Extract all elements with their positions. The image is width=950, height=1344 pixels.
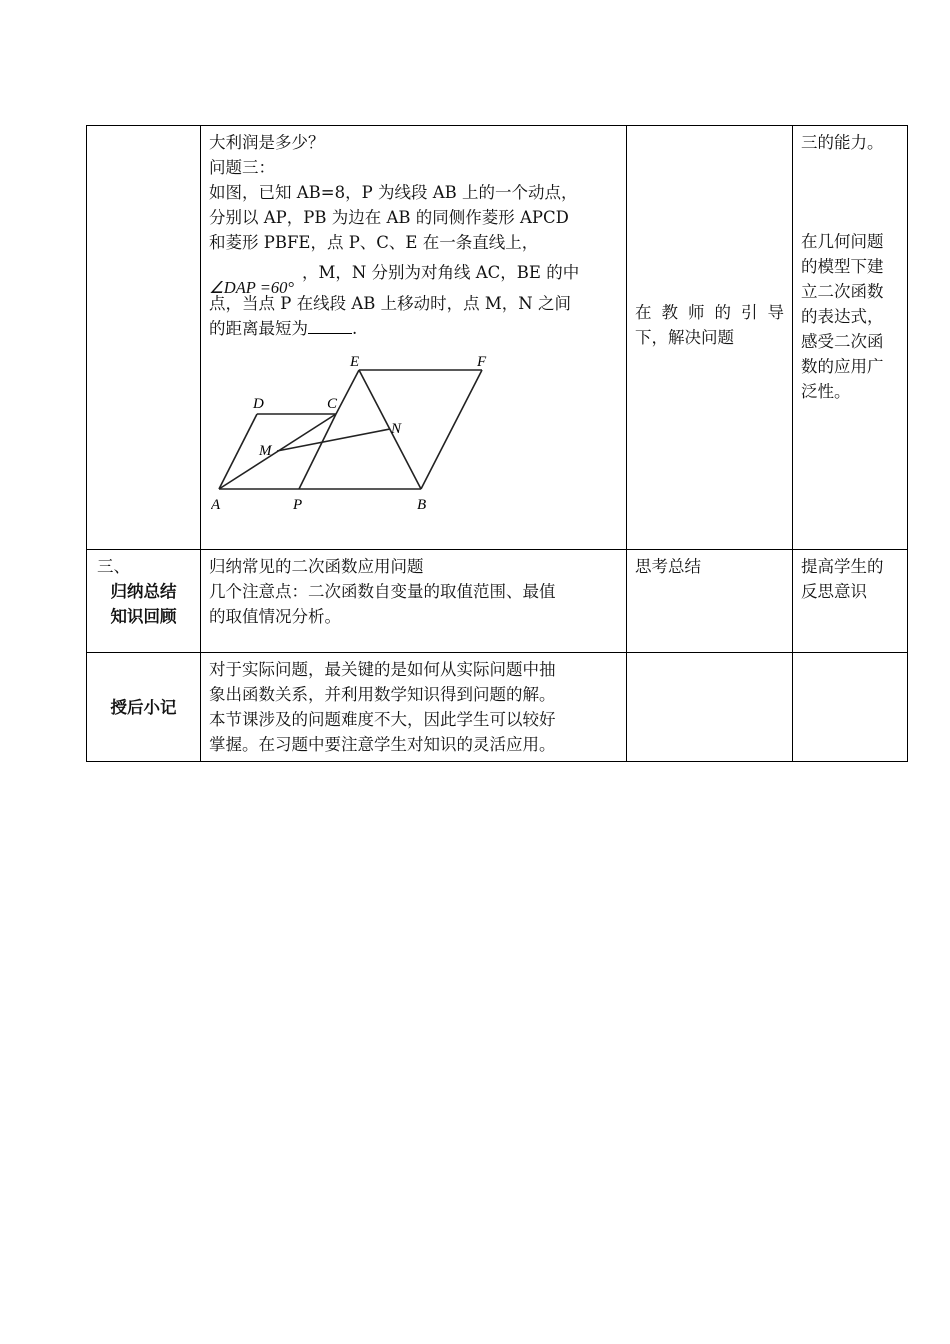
stage-title: 授后小记 (110, 697, 177, 717)
text-line: 如图，已知 AB=8，P 为线段 AB 上的一个动点， (209, 183, 578, 202)
segment-EC (336, 370, 359, 414)
design-intent-cell (793, 126, 908, 550)
table-row (87, 126, 908, 550)
label-A: A (211, 497, 221, 513)
label-M: M (259, 443, 272, 459)
text-line: 对于实际问题，最关键的是如何从实际问题中抽 (209, 660, 556, 679)
text-line: 大利润是多少？ (209, 133, 325, 152)
segment-BF (421, 370, 482, 489)
intent-line: 感受二次函 (801, 332, 884, 351)
stage-cell (87, 550, 201, 653)
label-C: C (327, 396, 338, 412)
student-activity-text: 思考总结 (635, 557, 701, 576)
text-line: 象出函数关系，并利用数学知识得到问题的解。 (209, 685, 556, 704)
label-N: N (391, 421, 402, 437)
text-line: 问题三： (209, 158, 275, 177)
angle-tail-text: ，M，N 分别为对角线 AC，BE 的中 (301, 263, 580, 282)
stage-cell (87, 653, 201, 762)
student-activity-cell-empty (627, 653, 793, 762)
intent-line: 的模型下建 (801, 257, 884, 276)
text-line: 本节课涉及的问题难度不大，因此学生可以较好 (209, 710, 556, 729)
content-cell (201, 653, 627, 762)
answer-blank (308, 317, 352, 334)
table-row (87, 550, 908, 653)
table-row (87, 653, 908, 762)
teacher-line-1: 在 教 师 的 引 导 (635, 303, 784, 322)
text-line: 点，当点 P 在线段 AB 上移动时，点 M，N 之间 (209, 294, 571, 313)
text-line-angle (209, 255, 618, 297)
intent-line: 在几何问题 (801, 232, 884, 251)
label-F: F (477, 354, 487, 370)
design-intent-cell (793, 550, 908, 653)
content-cell (201, 550, 627, 653)
intent-top: 三的能力。 (801, 133, 884, 152)
answer-suffix: . (352, 319, 358, 338)
stage-title-line-2: 知识回顾 (110, 607, 177, 626)
content-cell (201, 126, 627, 550)
intent-line: 反思意识 (801, 582, 867, 601)
intent-line: 的表达式， (801, 307, 884, 326)
label-B: B (417, 497, 427, 513)
text-line: 掌握。在习题中要注意学生对知识的灵活应用。 (209, 735, 556, 754)
label-D: D (253, 396, 264, 412)
stage-title-line-1: 归纳总结 (110, 582, 177, 601)
answer-prefix: 的距离最短为 (209, 319, 308, 338)
intent-line: 提高学生的 (801, 557, 884, 576)
teacher-line-2: 下，解决问题 (635, 328, 734, 347)
text-line: 的取值情况分析。 (209, 607, 341, 626)
label-E: E (350, 354, 360, 370)
design-intent-cell-empty (793, 653, 908, 762)
intent-line: 泛性。 (801, 382, 851, 401)
stage-cell-empty (87, 126, 201, 550)
student-activity-cell (627, 126, 793, 550)
stage-number: 三、 (97, 557, 130, 576)
lesson-plan-table (86, 125, 908, 762)
text-line: 归纳常见的二次函数应用问题 (209, 557, 424, 576)
text-line: 几个注意点：二次函数自变量的取值范围、最值 (209, 582, 556, 601)
text-line-answer (209, 316, 618, 341)
segment-MN (277, 429, 390, 451)
intent-line: 立二次函数 (801, 282, 884, 301)
angle-expression: ∠DAP =60° (209, 278, 294, 297)
text-line: 分别以 AP，PB 为边在 AB 的同侧作菱形 APCD (209, 208, 569, 227)
rhombus-figure (211, 351, 496, 516)
text-line: 和菱形 PBFE，点 P、C、E 在一条直线上， (209, 233, 539, 252)
intent-line: 数的应用广 (801, 357, 884, 376)
student-activity-cell (627, 550, 793, 653)
label-P: P (293, 497, 303, 513)
